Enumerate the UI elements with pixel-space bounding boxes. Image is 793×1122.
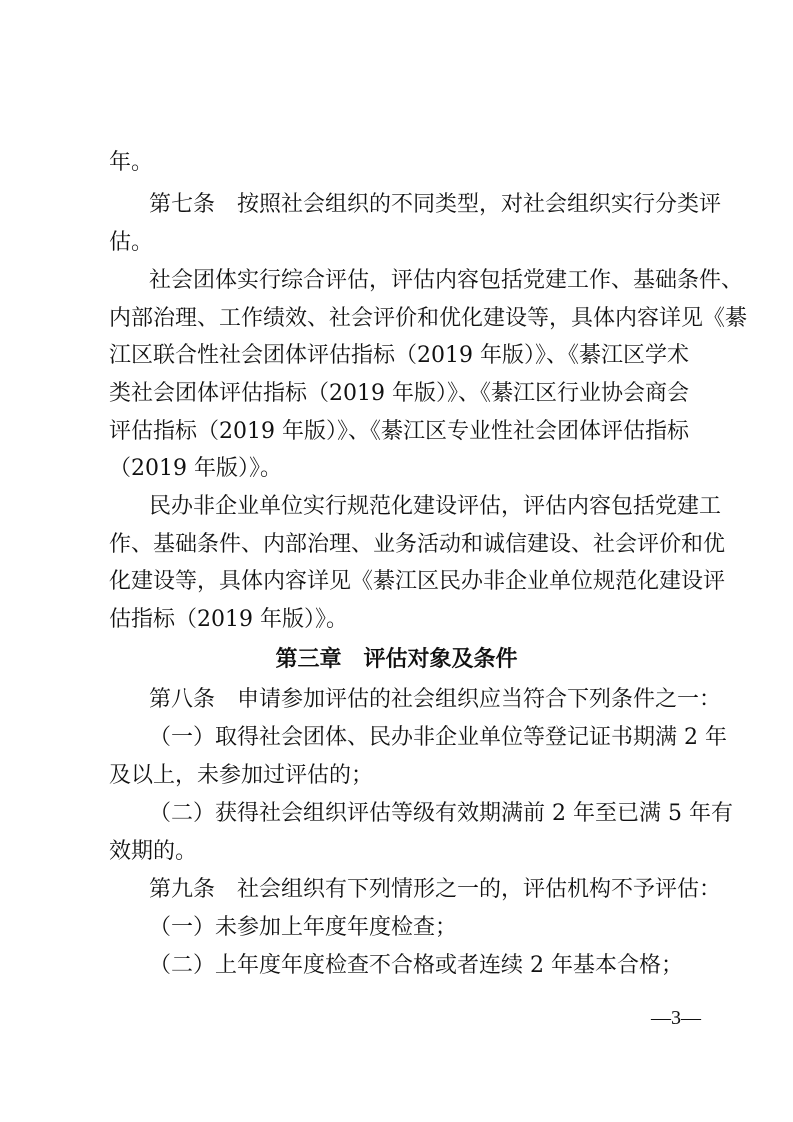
text-line-21: （一）未参加上年度年度检查； <box>149 915 458 940</box>
text-line-2: 第七条 按照社会组织的不同类型，对社会组织实行分类评 <box>149 192 722 217</box>
text-line-17: 及以上，未参加过评估的； <box>109 763 374 788</box>
text-line-13: 估指标（2019 年版）》。 <box>109 607 348 632</box>
text-line-4: 社会团体实行综合评估，评估内容包括党建工作、基础条件、 <box>149 268 744 293</box>
text-line-11: 作、基础条件、内部治理、业务活动和诚信建设、社会评价和优 <box>109 532 726 557</box>
text-line-5: 内部治理、工作绩效、社会评价和优化建设等，具体内容详见《綦 <box>109 306 748 331</box>
text-line-22: （二）上年度年度检查不合格或者连续 2 年基本合格； <box>149 953 683 978</box>
text-line-15: 第八条 申请参加评估的社会组织应当符合下列条件之一： <box>149 687 722 712</box>
chapter-heading: 第三章 评估对象及条件 <box>275 647 518 672</box>
text-line-19: 效期的。 <box>109 839 198 864</box>
text-line-10: 民办非企业单位实行规范化建设评估，评估内容包括党建工 <box>149 494 722 519</box>
text-line-12: 化建设等，具体内容详见《綦江区民办非企业单位规范化建设评 <box>109 569 726 594</box>
text-line-1: 年。 <box>109 150 154 175</box>
text-line-3: 估。 <box>109 230 154 255</box>
text-line-8: 评估指标（2019 年版）》、《綦江区专业性社会团体评估指标 <box>109 419 689 444</box>
text-line-20: 第九条 社会组织有下列情形之一的，评估机构不予评估： <box>149 877 722 902</box>
text-line-16: （一）取得社会团体、民办非企业单位等登记证书期满 2 年 <box>149 725 727 750</box>
text-line-9: （2019 年版）》。 <box>109 456 282 481</box>
text-line-6: 江区联合性社会团体评估指标（2019 年版）》、《綦江区学术 <box>109 343 689 368</box>
page-number: —3— <box>651 1007 701 1029</box>
text-line-18: （二）获得社会组织评估等级有效期满前 2 年至已满 5 年有 <box>149 801 733 826</box>
text-line-7: 类社会团体评估指标（2019 年版）》、《綦江区行业协会商会 <box>109 381 689 406</box>
